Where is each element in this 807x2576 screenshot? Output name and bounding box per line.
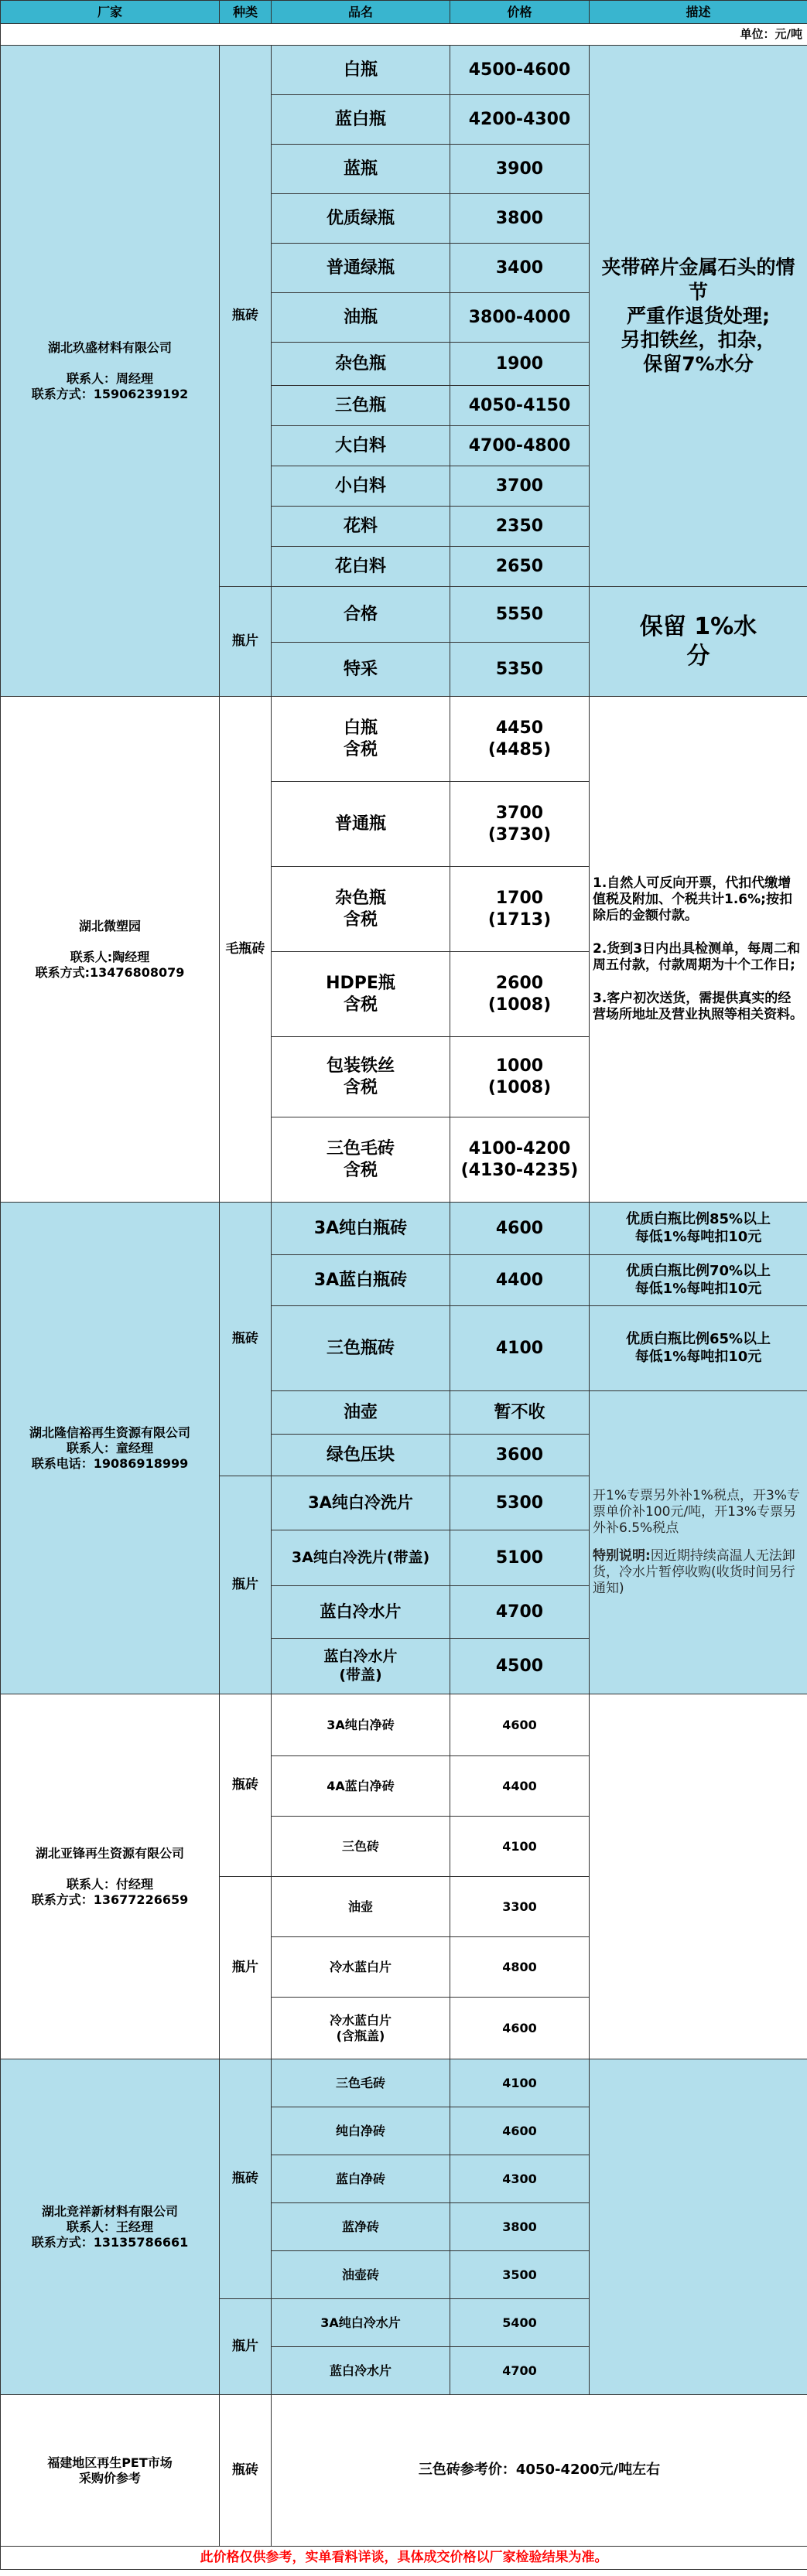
special-note-label: 特别说明: [593, 1547, 651, 1564]
category-cell: 瓶片 [220, 587, 272, 697]
product-price: 4800 [450, 1937, 590, 1998]
product-name: 优质绿瓶 [272, 194, 450, 244]
category-cell: 瓶片 [220, 2299, 272, 2395]
product-price: 4050-4150 [450, 386, 590, 426]
tax-label: 含税 [343, 1077, 378, 1097]
category-cell: 瓶砖 [220, 1203, 272, 1476]
product-name: 白瓶 [272, 46, 450, 95]
unit-label: 单位：元/吨 [1, 24, 807, 46]
product-name: 蓝瓶 [272, 145, 450, 194]
description-cell [590, 1694, 807, 2059]
product-name: 蓝白冷水片 [272, 1586, 450, 1639]
tax-price: (1008) [487, 995, 552, 1015]
header-category: 种类 [220, 1, 272, 24]
product-name: 油壶 [272, 1877, 450, 1937]
product-price: 3600 [450, 1435, 590, 1476]
product-price: 暂不收 [450, 1391, 590, 1435]
product-name: 3A纯白冷洗片(带盖) [272, 1530, 450, 1586]
reference-price: 三色砖参考价：4050-4200元/吨左右 [272, 2395, 807, 2547]
tax-price: (4130-4235) [460, 1160, 579, 1180]
tax-price: (4485) [487, 739, 552, 759]
product-name: 3A蓝白瓶砖 [272, 1255, 450, 1306]
product-price: 1900 [450, 343, 590, 386]
product-name: 油壶 [272, 1391, 450, 1435]
category-cell: 瓶片 [220, 1877, 272, 2059]
product-price: 5100 [450, 1530, 590, 1586]
product-name: 花料 [272, 507, 450, 547]
product-name: 纯白净砖 [272, 2107, 450, 2155]
product-name: 三色瓶 [272, 386, 450, 426]
product-name: 小白料 [272, 466, 450, 507]
product-price: 3800 [450, 2203, 590, 2251]
footer-disclaimer: 此价格仅供参考，实单看料详谈，具体成交价格以厂家检验结果为准。 [1, 2547, 807, 2570]
product-price: 2650 [450, 547, 590, 587]
product-name: 三色毛砖 [326, 1139, 395, 1158]
tax-note: 开1%专票另外补1%税点，开3%专票单价补100元/吨，开13%专票另外补6.5%税点 [593, 1487, 800, 1537]
product-name: 绿色压块 [272, 1435, 450, 1476]
product-name: 杂色瓶 [272, 343, 450, 386]
product-name: 包装铁丝 [326, 1056, 395, 1076]
product-name: 3A纯白瓶砖 [272, 1203, 450, 1255]
product-name: 杂色瓶 [334, 889, 386, 908]
product-name: 油瓶 [272, 293, 450, 343]
product-price: 2600 [495, 974, 544, 993]
product-price: 4100 [450, 1817, 590, 1877]
product-name: 3A纯白冷洗片 [272, 1476, 450, 1530]
product-name: 大白料 [272, 426, 450, 466]
category-cell: 瓶砖 [220, 46, 272, 587]
description-cell [590, 1391, 807, 1694]
product-price: 3700 [495, 804, 544, 823]
header-description: 描述 [590, 1, 807, 24]
tax-label: 含税 [343, 1160, 378, 1180]
product-name: 蓝白冷水片 (带盖) [272, 1639, 450, 1694]
tax-label: 含税 [343, 909, 378, 930]
product-name: 三色毛砖 [272, 2059, 450, 2107]
company-cell: 湖北微塑园 联系人:陶经理 联系方式:13476808079 [1, 697, 220, 1203]
product-price: 4500 [450, 1639, 590, 1694]
product-name: 油壶砖 [272, 2251, 450, 2299]
product-price: 4700 [450, 1586, 590, 1639]
product-price: 1000 [495, 1056, 544, 1076]
description-cell: 1.自然人可反向开票，代扣代缴增值税及附加、个税共计1.6%;按扣除后的金额付款。 2.货到3日内出具检测单，每周二和周五付款，付款周期为十个工作日; 3.客户初次送货，需提供真实的经营场所地址及营业执照等相关资料。 [590, 697, 807, 1203]
product-price: 4100 [450, 1306, 590, 1391]
header-manufacturer: 厂家 [1, 1, 220, 24]
product-name: 花白料 [272, 547, 450, 587]
product-name: 3A纯白冷水片 [272, 2299, 450, 2347]
product-price: 3700 [450, 466, 590, 507]
description-cell: 保留 1%水 分 [590, 587, 807, 697]
product-price: 5350 [450, 643, 590, 697]
header-price: 价格 [450, 1, 590, 24]
product-name: 普通绿瓶 [272, 244, 450, 293]
product-price: 5550 [450, 587, 590, 643]
product-price: 3900 [450, 145, 590, 194]
tax-label: 含税 [343, 995, 378, 1015]
category-cell: 瓶砖 [220, 2059, 272, 2299]
description-cell: 优质白瓶比例65%以上 每低1%每吨扣10元 [590, 1306, 807, 1391]
product-price: 4600 [450, 1203, 590, 1255]
product-name: 蓝白冷水片 [272, 2347, 450, 2395]
company-cell: 福建地区再生PET市场 采购价参考 [1, 2395, 220, 2547]
category-cell: 瓶片 [220, 1476, 272, 1694]
product-name: HDPE瓶 [326, 974, 395, 993]
description-cell: 优质白瓶比例85%以上 每低1%每吨扣10元 [590, 1203, 807, 1255]
product-name: 三色瓶砖 [272, 1306, 450, 1391]
product-name: 特采 [272, 643, 450, 697]
product-price: 4600 [450, 1694, 590, 1756]
product-name: 蓝白净砖 [272, 2155, 450, 2203]
product-price: 5300 [450, 1476, 590, 1530]
description-cell [590, 2059, 807, 2395]
product-price: 4500-4600 [450, 46, 590, 95]
product-price: 3800 [450, 194, 590, 244]
product-price: 4700 [450, 2347, 590, 2395]
product-price: 4450 [495, 718, 544, 738]
category-cell: 瓶砖 [220, 2395, 272, 2547]
category-cell: 瓶砖 [220, 1694, 272, 1877]
product-name: 蓝净砖 [272, 2203, 450, 2251]
product-price: 4100 [450, 2059, 590, 2107]
product-name: 冷水蓝白片 [272, 1937, 450, 1998]
product-price: 4300 [450, 2155, 590, 2203]
product-price: 3800-4000 [450, 293, 590, 343]
description-cell: 优质白瓶比例70%以上 每低1%每吨扣10元 [590, 1255, 807, 1306]
product-price: 4400 [450, 1255, 590, 1306]
company-cell: 湖北竞祥新材料有限公司 联系人：王经理 联系方式：13135786661 [1, 2059, 220, 2395]
tax-price: (3730) [487, 824, 552, 844]
product-price: 4600 [450, 1998, 590, 2059]
product-price: 3400 [450, 244, 590, 293]
special-note: 因近期持续高温人无法卸货，冷水片暂停收购(收货时间另行通知) [593, 1547, 795, 1596]
product-name: 白瓶 [343, 718, 378, 738]
product-name: 3A纯白净砖 [272, 1694, 450, 1756]
product-price: 4400 [450, 1756, 590, 1817]
tax-price: (1008) [487, 1077, 552, 1097]
product-name: 蓝白瓶 [272, 95, 450, 145]
description-cell: 夹带碎片金属石头的情 节 严重作退货处理; 另扣铁丝，扣杂， 保留7%水分 [590, 46, 807, 587]
product-name: 普通瓶 [334, 814, 386, 834]
header-product: 品名 [272, 1, 450, 24]
product-name: 冷水蓝白片 (含瓶盖) [272, 1998, 450, 2059]
product-price: 1700 [495, 889, 544, 908]
tax-price: (1713) [487, 909, 552, 930]
product-price: 2350 [450, 507, 590, 547]
company-cell: 湖北亚锋再生资源有限公司 联系人：付经理 联系方式：13677226659 [1, 1694, 220, 2059]
company-cell: 湖北玖盛材料有限公司 联系人：周经理 联系方式：15906239192 [1, 46, 220, 697]
product-price: 5400 [450, 2299, 590, 2347]
product-price: 3300 [450, 1877, 590, 1937]
company-cell: 湖北隆信裕再生资源有限公司 联系人：童经理 联系电话：19086918999 [1, 1203, 220, 1694]
product-price: 4100-4200 [468, 1139, 571, 1158]
product-name: 合格 [272, 587, 450, 643]
product-price: 4600 [450, 2107, 590, 2155]
tax-label: 含税 [343, 739, 378, 759]
category-cell: 毛瓶砖 [220, 697, 272, 1203]
product-price: 3500 [450, 2251, 590, 2299]
product-price: 4200-4300 [450, 95, 590, 145]
product-price: 4700-4800 [450, 426, 590, 466]
product-name: 三色砖 [272, 1817, 450, 1877]
product-name: 4A蓝白净砖 [272, 1756, 450, 1817]
